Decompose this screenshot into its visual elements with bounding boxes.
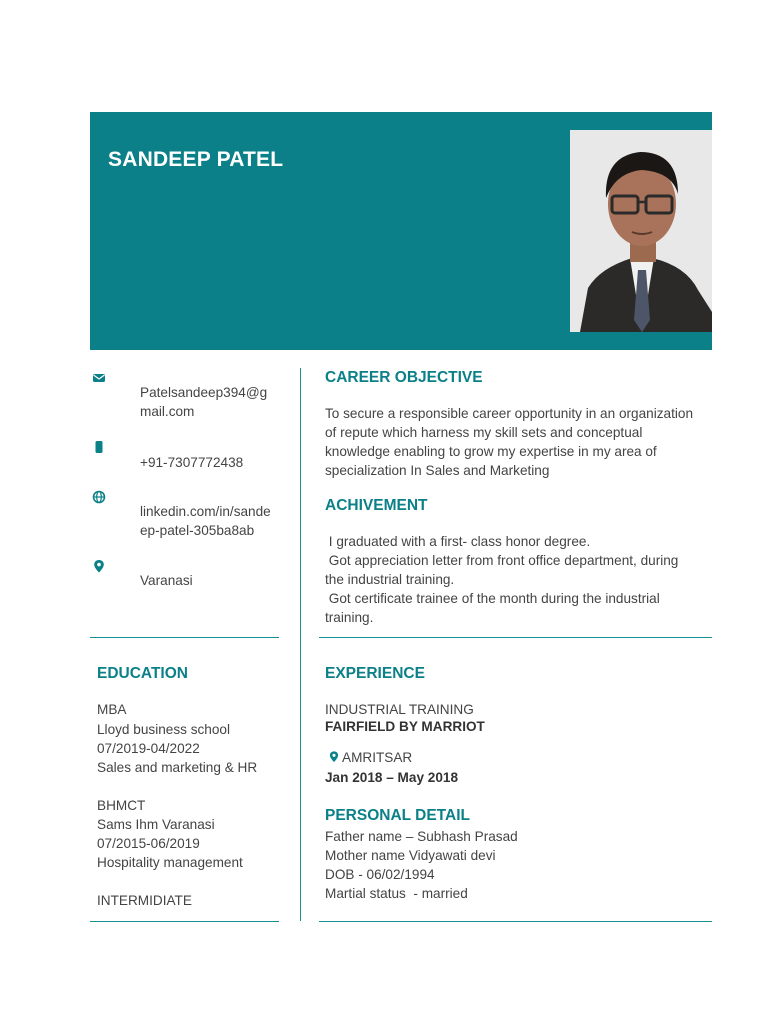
objective-line: knowledge enabling to grow my expertise in my area of <box>325 444 657 459</box>
education-field: Sales and marketing & HR <box>97 760 258 775</box>
linkedin-line-2: ep-patel-305ba8ab <box>140 523 255 538</box>
education-degree: BHMCT <box>97 798 146 813</box>
achievement-line: Got appreciation letter from front office department, during <box>325 553 679 568</box>
location-pin-icon <box>92 559 106 573</box>
education-dates: 07/2015-06/2019 <box>97 836 200 851</box>
experience-dates: Jan 2018 – May 2018 <box>325 770 459 785</box>
header-banner <box>90 112 712 350</box>
experience-role: INDUSTRIAL TRAINING <box>325 702 474 717</box>
achievement-line: I graduated with a first- class honor degree. <box>325 534 591 549</box>
education-degree: INTERMIDIATE <box>97 893 192 908</box>
education-school: Lloyd business school <box>97 722 230 737</box>
phone-icon <box>92 440 106 454</box>
email-line-1: Patelsandeep394@g <box>140 385 268 400</box>
experience-company: FAIRFIELD BY MARRIOT <box>325 719 485 734</box>
education-field: Hospitality management <box>97 855 243 870</box>
personal-divider <box>319 921 712 922</box>
objective-line: To secure a responsible career opportunity in an organization <box>325 406 694 421</box>
globe-icon <box>92 490 106 504</box>
education-degree: MBA <box>97 702 127 717</box>
objective-line: of repute which harness my skill sets and conceptual <box>325 425 643 440</box>
achievement-line: the industrial training. <box>325 572 455 587</box>
objective-line: specialization In Sales and Marketing <box>325 463 550 478</box>
personal-detail-line: Father name – Subhash Prasad <box>325 829 518 844</box>
linkedin-line-1: linkedin.com/in/sande <box>140 504 271 519</box>
contact-divider <box>90 637 279 638</box>
career-objective-heading: CAREER OBJECTIVE <box>325 369 483 386</box>
achievement-heading: ACHIVEMENT <box>325 497 428 514</box>
location-pin-icon <box>328 750 340 763</box>
experience-location: AMRITSAR <box>342 750 413 765</box>
personal-detail-line: Mother name Vidyawati devi <box>325 848 496 863</box>
achievement-divider <box>319 637 712 638</box>
candidate-name: SANDEEP PATEL <box>108 148 284 171</box>
education-dates: 07/2019-04/2022 <box>97 741 200 756</box>
email-line-2: mail.com <box>140 404 195 419</box>
achievement-line: training. <box>325 610 374 625</box>
profile-photo <box>570 130 712 332</box>
education-school: Sams Ihm Varanasi <box>97 817 215 832</box>
column-separator <box>300 368 301 921</box>
personal-detail-line: DOB - 06/02/1994 <box>325 867 435 882</box>
experience-heading: EXPERIENCE <box>325 665 425 682</box>
location-city: Varanasi <box>140 573 193 588</box>
phone-number: +91-7307772438 <box>140 455 244 470</box>
personal-detail-heading: PERSONAL DETAIL <box>325 807 470 824</box>
education-heading: EDUCATION <box>97 665 188 682</box>
profile-photo-illustration <box>570 130 712 332</box>
envelope-icon <box>92 371 106 385</box>
personal-detail-line: Martial status - married <box>325 886 468 901</box>
education-divider <box>90 921 279 922</box>
achievement-line: Got certificate trainee of the month during the industrial <box>325 591 660 606</box>
